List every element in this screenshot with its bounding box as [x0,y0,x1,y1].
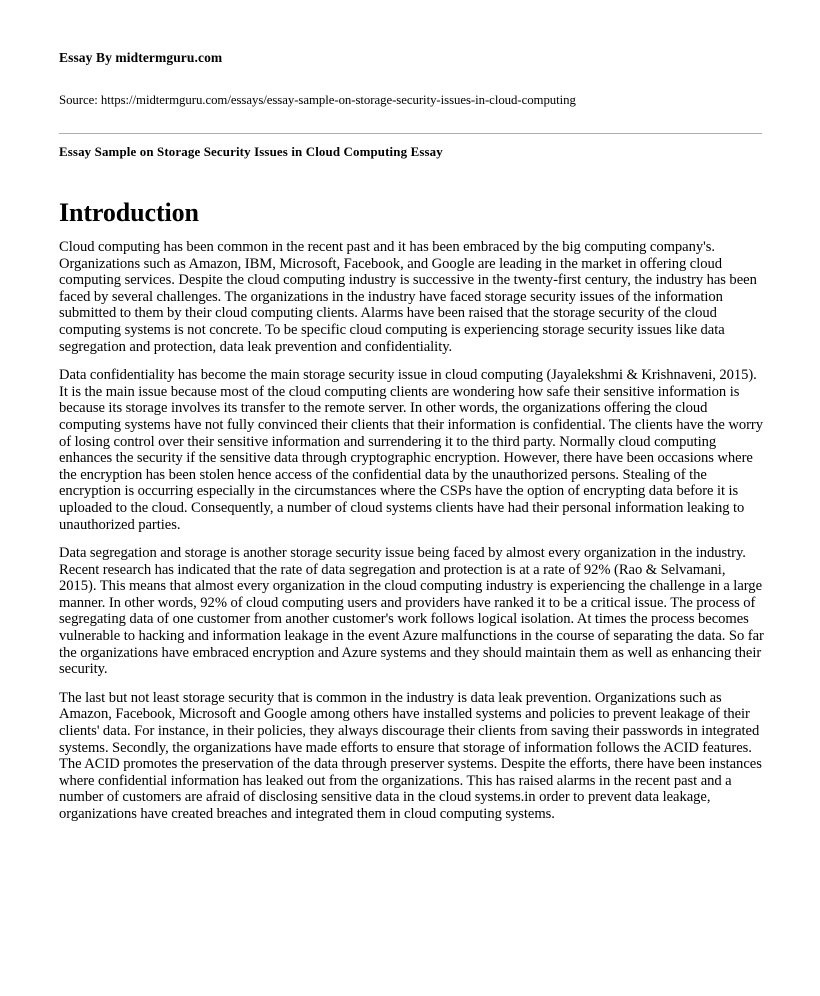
paragraph: Cloud computing has been common in the recent past and it has been embraced by the big computing company's. Organizations such as Amazon, IBM, Microsoft, Facebook, and Google are leading in the market in offering cloud computing services. Despite the cloud computing industry is successive in the twenty-first century, the industry has been faced by several challenges. The organizations in the industry have faced storage security issues of the information submitted to them by their cloud computing clients. Alarms have been raised that the storage security of the cloud computing systems is not concrete. To be specific cloud computing is experiencing storage security issues like data segregation and protection, data leak prevention and confidentiality. [59,239,757,355]
paragraph: Data segregation and storage is another storage security issue being faced by almost every organization in the industry. Recent research has indicated that the rate of data segregation and protection is at a rate of 92% (Rao & Selvamani, 2015). This means that almost every organization in the cloud computing industry is experiencing the challenge in a large manner. In other words, 92% of cloud computing users and providers have ranked it to be a critical issue. The process of segregating data of one customer from another customer's work follows logical isolation. At times the process becomes vulnerable to hacking and information leakage in the event Azure malfunctions in the course of separating the data. So far the organizations have embraced encryption and Azure systems and they should maintain them as well as enhancing their security. [59,545,764,678]
document-content [59,0,764,822]
essay-body [59,239,764,823]
essay-byline: Essay By midtermguru.com [59,50,223,65]
essay-source-url: Source: https://midtermguru.com/essays/essay-sample-on-storage-security-issues-in-cloud-computing [59,93,576,107]
section-heading-introduction: Introduction [59,198,199,227]
header-divider [59,133,762,134]
paragraph: The last but not least storage security that is common in the industry is data leak prevention. Organizations such as Amazon, Facebook, Microsoft and Google among others have installed systems and policies to prevent leakage of their clients' data. For instance, in their policies, they always discourage their clients from saving their passwords in integrated systems. Secondly, the organizations have made efforts to ensure that storage of information follows the ACID features. The ACID promotes the preservation of the data through preserver systems. Despite the efforts, there have been instances where confidential information has leaked out from the organizations. This has raised alarms in the recent past and a number of customers are afraid of disclosing sensitive data in the cloud systems.in order to prevent data leakage, organizations have created breaches and integrated them in cloud computing systems. [59,689,762,822]
paragraph: Data confidentiality has become the main storage security issue in cloud computing (Jayalekshmi & Krishnaveni, 2015). It is the main issue because most of the cloud computing clients are wondering how safe their sensitive information is because its storage involves its transfer to the remote server. In other words, the organizations offering the cloud computing systems have not fully convinced their clients that their information is confidential. The clients have the worry of losing control over their sensitive information and surrendering it to the third party. Normally cloud computing enhances the security if the sensitive data through cryptographic encryption. However, there have been occasions where the encryption has been stolen hence access of the confidential data by the unauthorized persons. Stealing of the encryption is occurring especially in the circumstances where the CSPs have the option of encrypting data before it is uploaded to the cloud. Consequently, a number of cloud systems clients have had their personal information leaking to unauthorized parties. [59,367,763,533]
document-title: Essay Sample on Storage Security Issues in Cloud Computing Essay [59,145,443,159]
